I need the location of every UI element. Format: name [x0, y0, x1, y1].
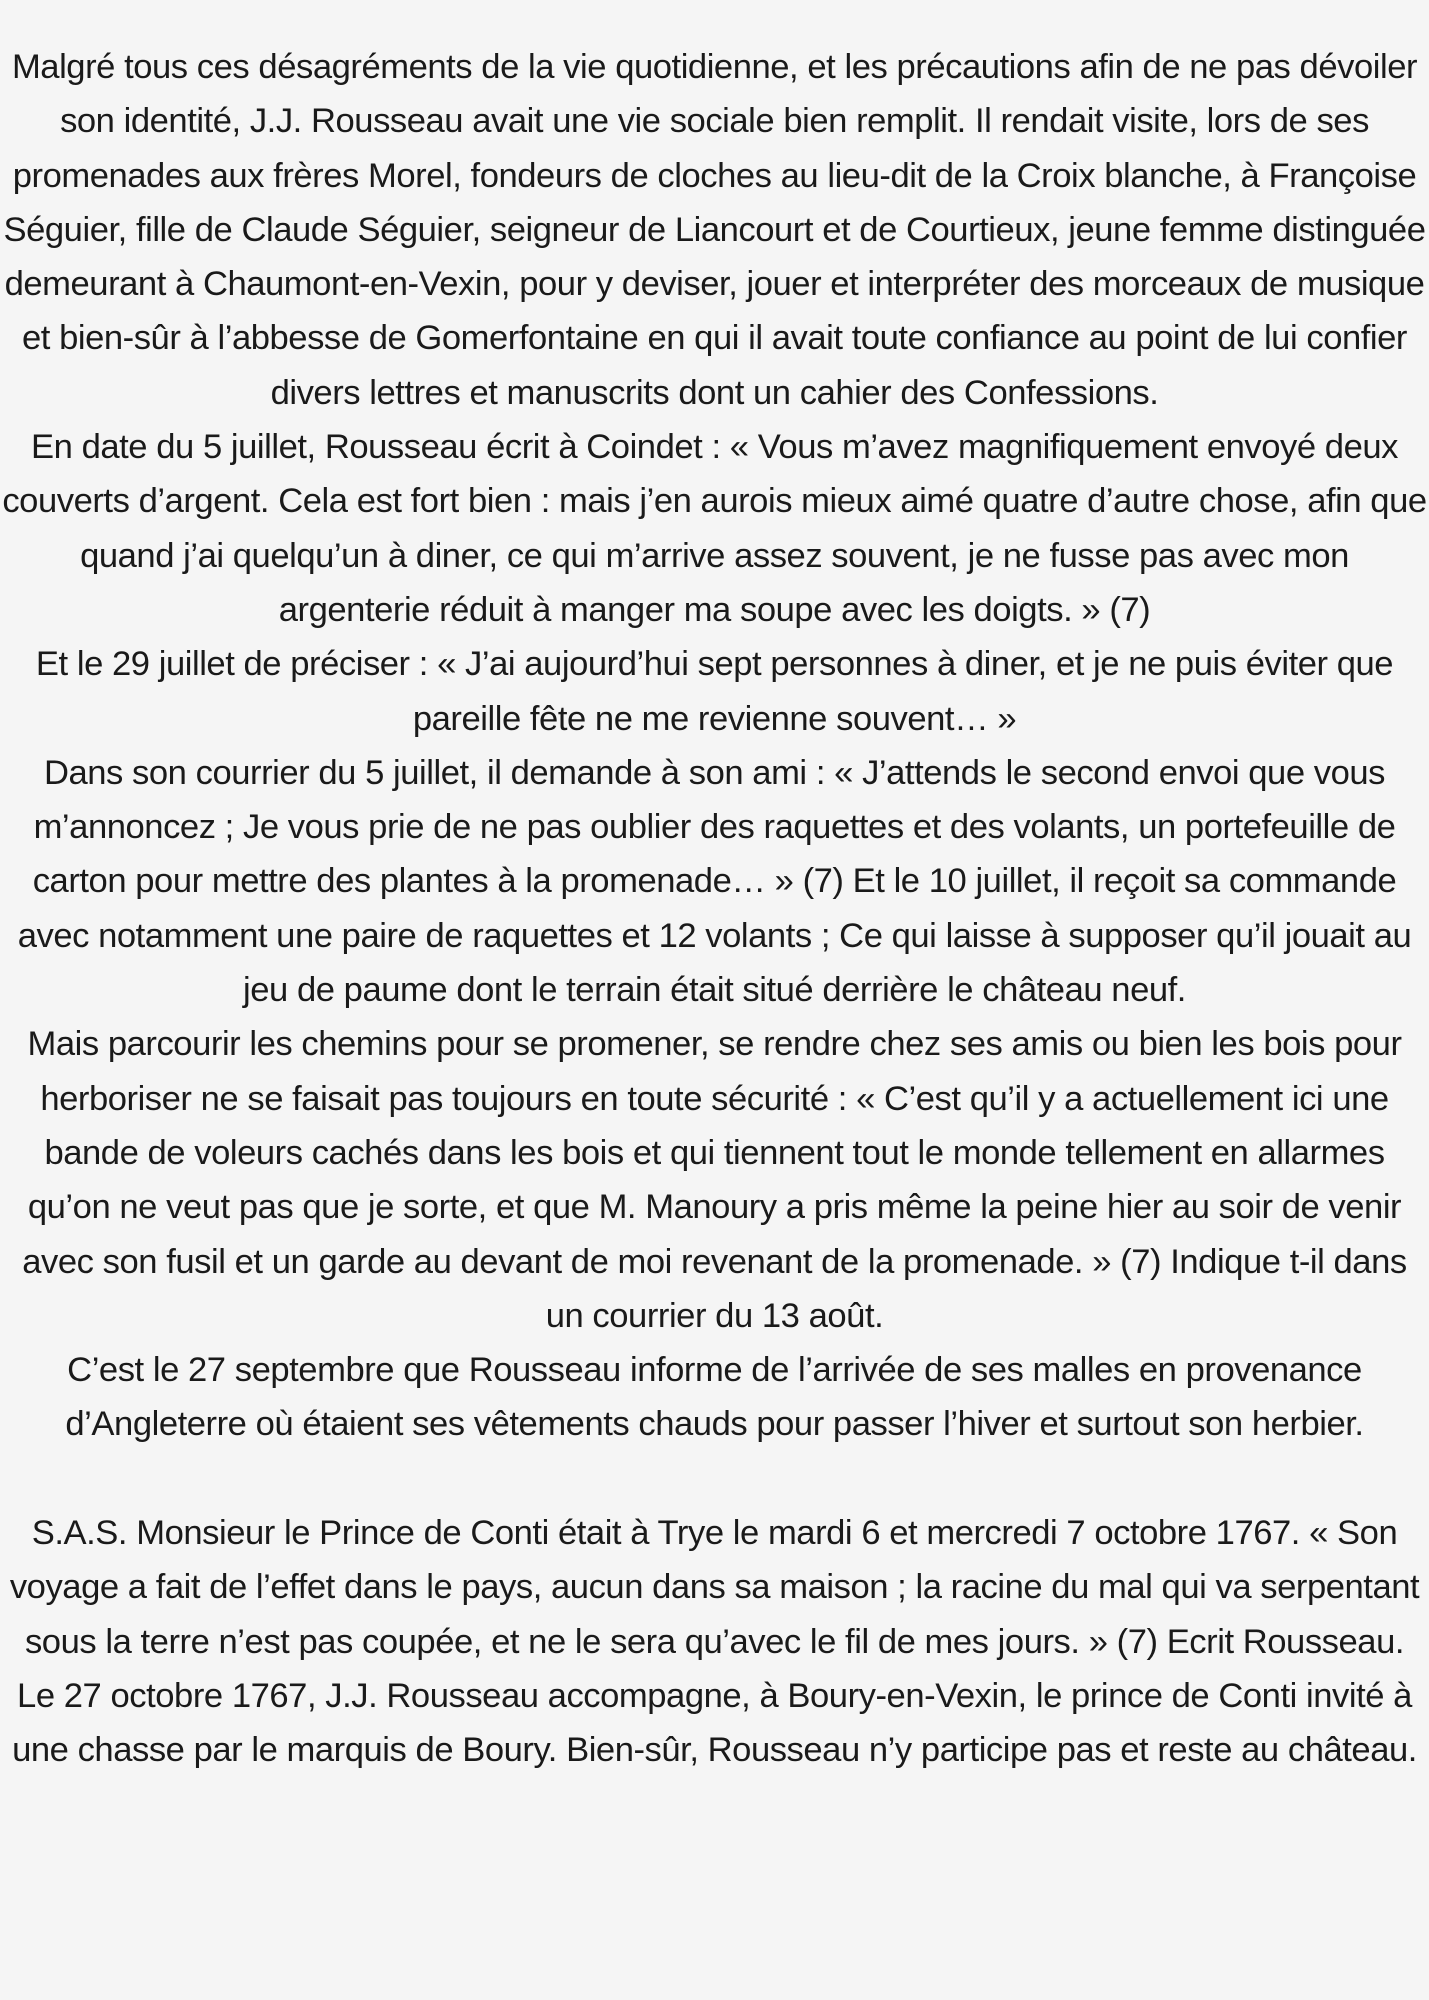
paragraph-prince-conti-visit: S.A.S. Monsieur le Prince de Conti était à Trye le mardi 6 et mercredi 7 octobre 1767. « Son voyage a fait de l’effet dans le pays, aucun dans sa maison ; la racine du mal qui va serpentant sous la terre n’est pas coupée, et ne le sera qu’avec le fil de mes jours. » (7) Ecrit Rousseau.	[9, 1514, 1420, 1661]
paragraph-boury-hunt: Le 27 octobre 1767, J.J. Rousseau accompagne, à Boury-en-Vexin, le prince de Conti invité à une chasse par le marquis de Boury. Bien-sûr, Rousseau n’y participe pas et reste au château.	[12, 1676, 1417, 1770]
paragraph-thieves: Mais parcourir les chemins pour se promener, se rendre chez ses amis ou bien les bois pour herboriser ne se faisait pas toujours en toute sécurité : « C’est qu’il y a actuellement ici une bande de voleurs cachés dans les bois et qui tiennent tout le monde tellement en allarmes qu’on ne veut pas que je sorte, et que M. Manoury a pris même la peine hier au soir de venir avec son fusil et un garde au devant de moi revenant de la promenade. » (7) Indique t-il dans un courrier du 13 août.	[22, 1025, 1407, 1335]
paragraph-july-29-letter: Et le 29 juillet de préciser : « J’ai aujourd’hui sept personnes à diner, et je ne puis éviter que pareille fête ne me revienne souvent… »	[35, 645, 1394, 738]
paragraph-july-5-letter: En date du 5 juillet, Rousseau écrit à Coindet : « Vous m’avez magnifiquement envoyé deux couverts d’argent. Cela est fort bien : mais j’en aurois mieux aimé quatre d’autre chose, afin que quand j’ai quelqu’un à diner, ce qui m’arrive assez souvent, je ne fusse pas avec mon argenterie réduit à manger ma soupe avec les doigts. » (7)	[2, 428, 1427, 629]
paragraph-social-life: Malgré tous ces désagréments de la vie quotidienne, et les précautions afin de ne pas dévoiler son identité, J.J. Rousseau avait une vie sociale bien remplit. Il rendait visite, lors de ses promenades aux frères Morel, fondeurs de cloches au lieu-dit de la Croix blanche, à Françoise Séguier, fille de Claude Séguier, seigneur de Liancourt et de Courtieux, jeune femme distinguée demeurant à Chaumont-en-Vexin, pour y deviser, jouer et interpréter des morceaux de musique et bien-sûr à l’abbesse de Gomerfontaine en qui il avait toute confiance au point de lui confier divers lettres et manuscrits dont un cahier des Confessions.	[3, 48, 1426, 412]
paragraph-trunks-arrival: C’est le 27 septembre que Rousseau informe de l’arrivée de ses malles en provenance d’Angleterre où étaient ses vêtements chauds pour passer l’hiver et surtout son herbier.	[65, 1351, 1364, 1444]
paragraph-gap	[0, 1452, 1429, 1506]
paragraph-rackets-order: Dans son courrier du 5 juillet, il demande à son ami : « J’attends le second envoi que vous m’annoncez ; Je vous prie de ne pas oublier des raquettes et des volants, un portefeuille de carton pour mettre des plantes à la promenade… » (7) Et le 10 juillet, il reçoit sa commande avec notamment une paire de raquettes et 12 volants ; Ce qui laisse à supposer qu’il jouait au jeu de paume dont le terrain était situé derrière le château neuf.	[17, 753, 1412, 1010]
